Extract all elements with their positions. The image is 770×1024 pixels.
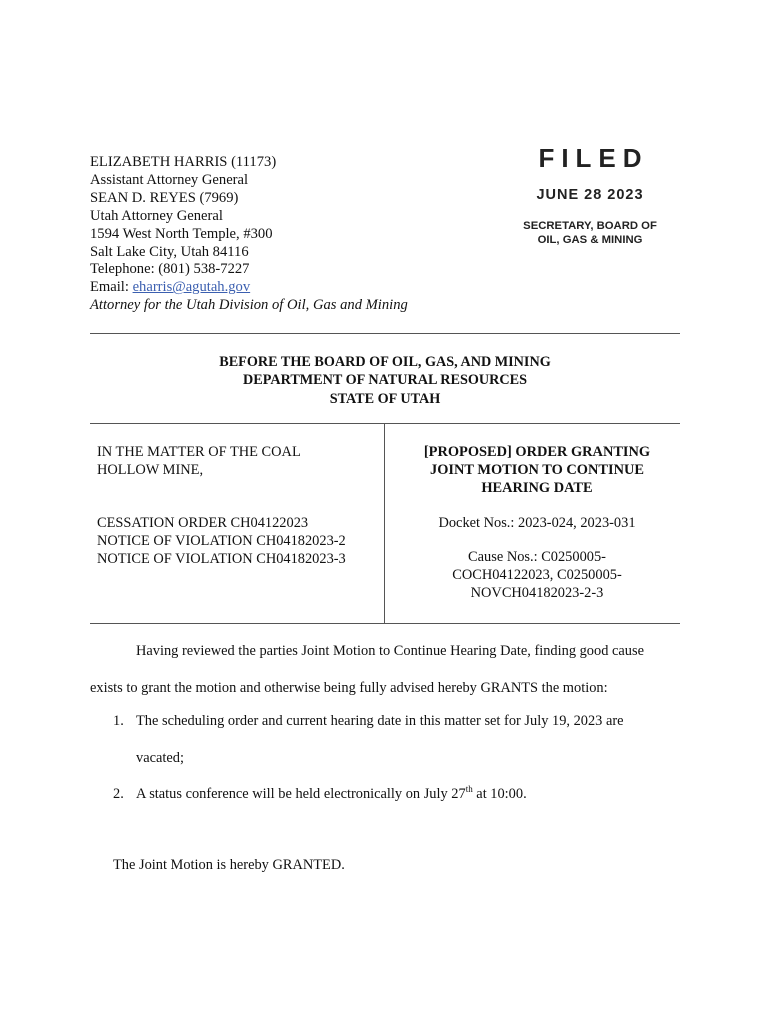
board-heading-line1: BEFORE THE BOARD OF OIL, GAS, AND MINING [219,354,551,370]
attorney-general-name: SEAN D. REYES (7969) [90,189,239,206]
cause-numbers-line1: Cause Nos.: C0250005- [468,549,606,565]
attorney-title: Assistant Attorney General [90,171,249,188]
attorney-block [90,154,408,315]
docket-numbers: Docket Nos.: 2023-024, 2023-031 [438,515,636,531]
filed-office-line1: SECRETARY, BOARD OF [523,220,657,232]
telephone: Telephone: (801) 538-7227 [90,261,250,278]
address-city: Salt Lake City, Utah 84116 [90,243,249,260]
notice-of-violation-2: NOTICE OF VIOLATION CH04182023-2 [97,532,346,549]
divider-top [90,333,680,334]
filed-stamp [500,142,680,247]
caption-matter [97,444,301,480]
filed-office-line2: OIL, GAS & MINING [537,234,643,246]
board-heading-line2: DEPARTMENT OF NATURAL RESOURCES [243,372,527,389]
attorney-role: Attorney for the Utah Division of Oil, Gas and Mining [90,297,408,314]
list-item-2-ordinal: th [465,784,473,795]
cause-numbers-line2: COCH04122023, C0250005- [452,566,622,583]
email-link[interactable]: eharris@agutah.gov [132,279,251,296]
caption-orders [97,515,346,568]
email-label: Email: [90,279,133,296]
caption-bottom-border [90,623,680,624]
caption-matter-line2: HOLLOW MINE, [97,461,204,478]
caption-matter-line1: IN THE MATTER OF THE COAL [97,444,301,460]
board-heading-line3: STATE OF UTAH [329,390,441,407]
list-item-1-number: 1. [113,713,124,729]
order-title-line3: HEARING DATE [481,479,593,496]
paragraph-1-line2: exists to grant the motion and otherwise being fully advised hereby GRANTS the motion: [90,680,608,696]
order-title [392,444,682,497]
filed-label: FILED [538,143,649,173]
attorney-general-title: Utah Attorney General [90,207,223,224]
list-item-2-text-b: at 10:00. [472,786,527,802]
notice-of-violation-3: NOTICE OF VIOLATION CH04182023-3 [97,550,346,567]
list-item-2-text-a: A status conference will be held electronically on July 27 [136,786,466,802]
list-item-1-line2: vacated; [136,750,184,766]
filed-office [500,219,680,247]
cessation-order: CESSATION ORDER CH04122023 [97,515,309,531]
email-line [90,279,408,297]
address-street: 1594 West North Temple, #300 [90,225,273,242]
cause-numbers [392,549,682,602]
closing-statement: The Joint Motion is hereby GRANTED. [113,857,345,873]
list-item-1-line1: The scheduling order and current hearing date in this matter set for July 19, 2023 are [136,713,624,729]
board-heading [90,353,680,408]
caption-divider [384,424,385,624]
paragraph-1-line1: Having reviewed the parties Joint Motion to Continue Hearing Date, finding good cause [136,643,644,659]
order-title-line1: [PROPOSED] ORDER GRANTING [423,444,651,460]
filed-date: JUNE 28 2023 [536,187,644,203]
list-item-2-text [136,786,527,803]
attorney-name: ELIZABETH HARRIS (11173) [90,154,277,170]
order-title-line2: JOINT MOTION TO CONTINUE [430,461,644,478]
list-item-2-number: 2. [113,786,124,802]
caption-top-border [90,423,680,424]
cause-numbers-line3: NOVCH04182023-2-3 [470,584,604,601]
